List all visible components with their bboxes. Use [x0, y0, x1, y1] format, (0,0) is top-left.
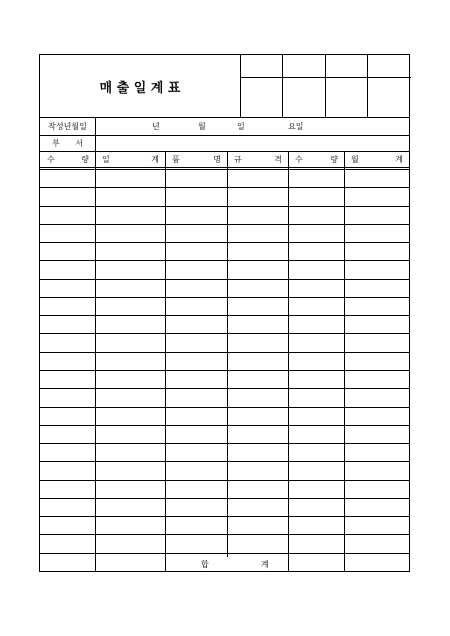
column-header-char: 수 — [295, 155, 303, 164]
table-row[interactable] — [40, 334, 409, 352]
department-label — [40, 136, 95, 151]
table-row[interactable] — [40, 225, 409, 242]
date-label: 작성년월일 — [48, 122, 87, 131]
table-row[interactable] — [40, 481, 409, 498]
year-unit: 년 — [152, 122, 160, 131]
total-label-char: 합 — [201, 560, 209, 569]
table-row[interactable] — [40, 243, 409, 260]
table-row[interactable] — [40, 316, 409, 333]
department-label-char: 서 — [75, 139, 83, 148]
sales-daily-report-form — [39, 54, 410, 572]
total-label — [166, 558, 288, 571]
column-header-char: 량 — [81, 155, 89, 164]
month-unit: 월 — [198, 122, 206, 131]
approval-box[interactable] — [283, 56, 324, 76]
table-row[interactable] — [40, 207, 409, 224]
table-row[interactable] — [40, 170, 409, 187]
table-row[interactable] — [40, 444, 409, 461]
form-title: 매 출 일 계 표 — [99, 80, 181, 96]
column-header-char: 일 — [102, 155, 110, 164]
table-row[interactable] — [40, 499, 409, 516]
table-row[interactable] — [40, 408, 409, 425]
table-row[interactable] — [40, 389, 409, 407]
table-row[interactable] — [40, 462, 409, 480]
column-header — [289, 152, 344, 167]
approval-box[interactable] — [368, 56, 409, 76]
department-field[interactable] — [96, 136, 409, 151]
column-header-char: 계 — [151, 155, 159, 164]
weekday-unit: 요일 — [288, 122, 304, 131]
table-row[interactable] — [40, 517, 409, 534]
column-header-char: 계 — [395, 155, 403, 164]
column-header — [166, 152, 227, 167]
column-header — [228, 152, 288, 167]
column-header — [345, 152, 409, 167]
table-row[interactable] — [40, 426, 409, 443]
column-header-char: 격 — [274, 155, 282, 164]
column-header-char: 품 — [172, 155, 180, 164]
table-row[interactable] — [40, 371, 409, 388]
column-header-char: 량 — [330, 155, 338, 164]
day-unit: 일 — [237, 122, 245, 131]
column-header-char: 명 — [213, 155, 221, 164]
department-label-char: 부 — [52, 139, 60, 148]
approval-box[interactable] — [241, 56, 281, 76]
approval-box[interactable] — [326, 56, 366, 76]
column-header-char: 수 — [47, 155, 55, 164]
column-header-char: 월 — [351, 155, 359, 164]
table-row[interactable] — [40, 298, 409, 315]
table-row[interactable] — [40, 261, 409, 279]
table-row[interactable] — [40, 535, 409, 553]
column-header — [41, 152, 95, 167]
table-row[interactable] — [40, 188, 409, 206]
column-header — [96, 152, 165, 167]
column-header-char: 규 — [234, 155, 242, 164]
table-row-line — [40, 553, 409, 554]
table-row[interactable] — [40, 353, 409, 370]
total-label-char: 계 — [261, 560, 269, 569]
table-row[interactable] — [40, 280, 409, 297]
date-field[interactable] — [96, 118, 409, 135]
